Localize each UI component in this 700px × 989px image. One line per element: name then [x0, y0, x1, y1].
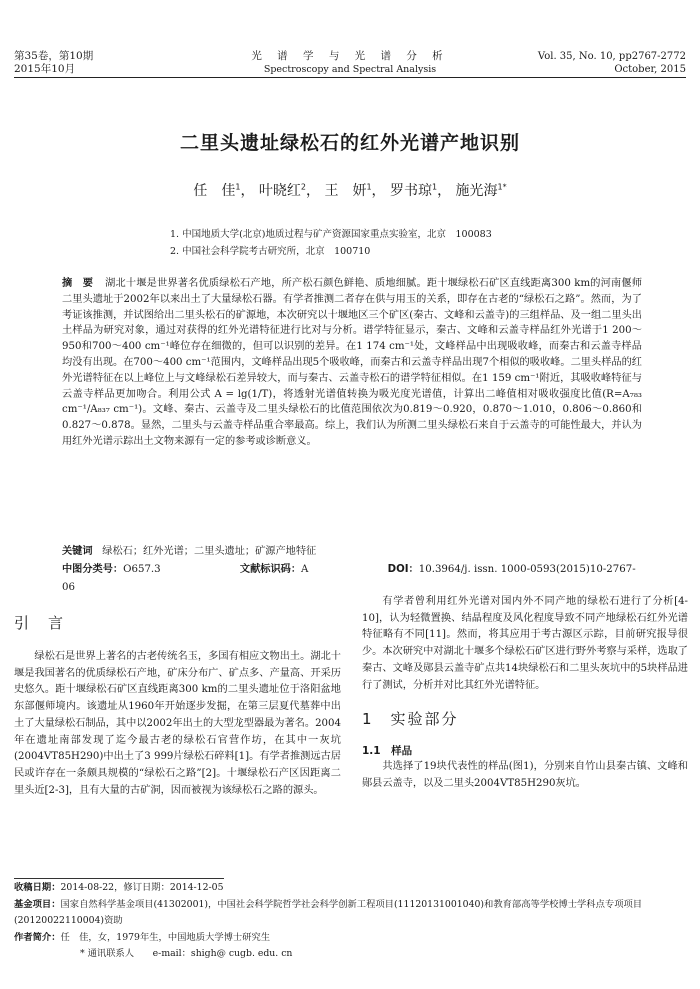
keywords-text: 绿松石；红外光谱；二里头遗址；矿源产地特征 [102, 546, 317, 557]
keywords-label: 关键词 [62, 546, 93, 557]
samples-paragraph: 共选择了19块代表性的样品(图1)，分别来自竹山县秦古镇、文峰和郧县云盖寺，以及二里头2004ⅤT85H290灰坑。 [362, 761, 688, 789]
footnote-divider [14, 878, 224, 879]
author: 施光海$^{1*}$ [455, 182, 507, 199]
section1-heading: 1 实验部分 [362, 710, 459, 729]
affiliation: 1. 中国地质大学(北京)地质过程与矿产资源国家重点实验室，北京 100083 [170, 229, 492, 240]
author: 任 佳$^1$ [193, 182, 241, 199]
intro-paragraph: 绿松石是世界上著名的古老传统名玉，多国有相应文物出土。湖北十堰是我国著名的优质绿松石产地，矿床分布广、矿点多、产量高、开采历史悠久。距十堰绿松石矿区直线距离300 km的二里头遗址位于洛阳盆地东部偃师境内。该遗址从1960年开始逐步发掘，在第三层夏代墓葬中出土了大量绿松石制品，其中以2002年出土的大型龙型器最为著名。2004年在遗址南部发现了迄今最古老的绿松石官营作坊，在其中一灰坑(2004ⅤT85H290)中出土了3 999片绿松石碎料[1]。有学者推测远古居民或许存在一条颇具规模的“绿松石之路”[2]。十堰绿松石产区因距离二里头近[2-3]，且有大量的古矿洞，因而被视为该绿松石之路的源头。 [14, 651, 341, 796]
subsection-heading: 1.1 样品 [362, 745, 413, 758]
correspondence: * 通讯联系人 e-mail：shigh@ cugb. edu. cn [80, 948, 293, 959]
volume-pages: Vol. 35, No. 10, pp2767-2772 [537, 51, 686, 62]
author: 叶晓红$^2$ [258, 182, 306, 199]
footnote [14, 880, 686, 963]
clc-value: O657.3 [123, 564, 161, 575]
author: 罗书琼$^1$ [390, 182, 438, 199]
volume-issue: 第35卷，第10期 [14, 50, 94, 62]
doi-label: DOI： [387, 564, 419, 575]
clc-label: 中图分类号： [62, 564, 124, 575]
journal-title-cn: 光 谱 学 与 光 谱 分 析 [251, 50, 449, 62]
date-en: October, 2015 [614, 64, 686, 75]
page-header [14, 50, 686, 78]
received-dates: 收稿日期：2014-08-22，修订日期：2014-12-05 [14, 882, 224, 893]
right-column [362, 594, 688, 793]
abstract-label: 摘 要 [62, 278, 94, 289]
paper-title: 二里头遗址绿松石的红外光谱产地识别 [179, 132, 520, 154]
classification-row [62, 561, 642, 597]
doc-code-label: 文献标识码： [239, 564, 302, 575]
author-bio: 作者简介：任 佳，女，1979年生，中国地质大学博士研究生 [14, 931, 271, 943]
intro-heading: 引 言 [14, 614, 66, 632]
intro-paragraph-cont: 有学者曾利用红外光谱对国内外不同产地的绿松石进行了分析[4-10]，认为轻微置换、结晶程度及风化程度导致不同产地绿松石红外光谱特征略有不同[11]。然而，将其应用于考古源区示踪，目前研究报导很少。本次研究中对湖北十堰多个绿松石矿区进行野外考察与采样，选取了秦古、文峰及郧县云盖寺矿点共14块绿松石和二里头灰坑中的5块样品进行了测试，分析并对比其红外光谱特征。 [362, 596, 688, 691]
journal-title-en: Spectroscopy and Spectral Analysis [263, 64, 437, 75]
affiliation: 2. 中国社会科学院考古研究所，北京 100710 [170, 246, 371, 257]
abstract [62, 276, 642, 450]
date-cn: 2015年10月 [14, 63, 76, 75]
doc-code-value: A [301, 564, 309, 575]
author-list: 任 佳$^1$， 叶晓红$^2$， 王 妍$^1$， 罗书琼$^1$， 施光海$^{1*}$ [193, 182, 507, 199]
header-right [538, 50, 686, 76]
funding: 基金项目：国家自然科学基金项目(41302001)，中国社会科学院哲学社会科学创新工程项目(11120131001040)和教育部高等学校博士学科点专项项目(20120022110004)资助 [14, 898, 643, 926]
keywords-block [62, 543, 642, 597]
keywords-row [62, 543, 642, 561]
abstract-text: 湖北十堰是世界著名优质绿松石产地，所产松石颜色鲜艳、质地细腻。距十堰绿松石矿区直线距离300 km的河南偃师二里头遗址于2002年以来出土了大量绿松石器。有学者推测二者存在供与用玉的关系，即存在古老的“绿松石之路”。然而，为了考证该推测，并试图给出二里头松石的矿源地，本次研究以十堰地区三个矿区(秦古、文峰和云盖寺)的三组样品、及一组二里头出土样品为研究对象，通过对获得的红外光谱特征进行比对与分析。谱学特征显示，秦古、文峰和云盖寺样品红外光谱于1 200～950和700～400 cm⁻¹峰位存在细微的，但可以识别的差异。在1 174 cm⁻¹处，文峰样品中出现吸收峰，而秦古和云盖寺样品均没有出现。在700～400 cm⁻¹范围内，文峰样品出现5个吸收峰，而秦古和云盖寺样品出现7个相似的吸收峰。二里头样品的红外光谱特征在以上峰位上与文峰绿松石差异较大，而与秦古、云盖寺松石的谱学特征相似。在1 159 cm⁻¹附近，其吸收峰特征与云盖寺样品更加吻合。利用公式 A = lg(1/T)，将透射光谱值转换为吸光度光谱值，计算出二峰值相对吸收强度比值(R=A₇₈₃ cm⁻¹/A₈₃₇ cm⁻¹)。文峰、秦古、云盖寺及二里头绿松石的比值范围依次为0.819～0.920，0.870～1.010，0.806～0.860和0.827～0.878。显然，二里头与云盖寺样品重合率最高。综上，我们认为所测二里头绿松石来自于云盖寺的可能性最大，并认为用红外光谱示踪出土文物来源有一定的参考或诊断意义。 [62, 278, 643, 447]
doi-value: 10.3964/j. issn. 1000-0593(2015)10-2767-06 [62, 564, 636, 593]
left-column [14, 594, 341, 799]
affiliations [170, 226, 492, 260]
author: 王 妍$^1$ [324, 182, 372, 199]
